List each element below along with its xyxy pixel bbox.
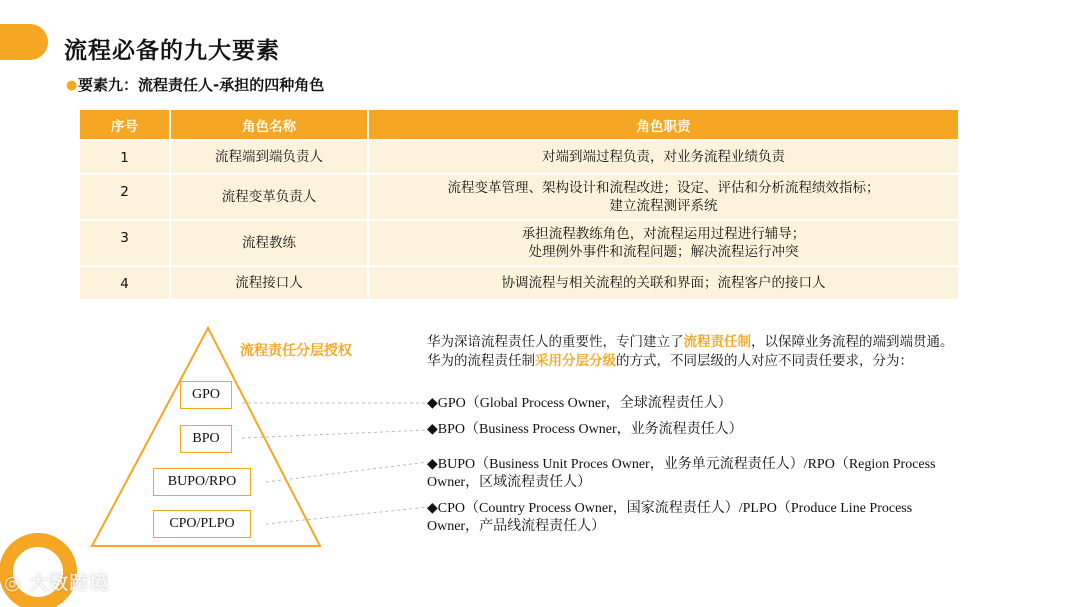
duty-line: 承担流程教练角色，对流程运用过程进行辅导； bbox=[521, 226, 806, 242]
row-role-name: 流程端到端负责人 bbox=[170, 140, 368, 174]
description-paragraph bbox=[427, 333, 957, 371]
row-role-name: 流程教练 bbox=[170, 220, 368, 266]
bullet-bpo: ◆BPO（Business Process Owner，业务流程责任人） bbox=[427, 422, 743, 437]
row-number: 3 bbox=[80, 220, 170, 266]
level-gpo: GPO bbox=[180, 381, 232, 409]
bullet-bupo-rpo: ◆BUPO（Business Unit Proces Owner，业务单元流程责任人）/RPO（Region Process Owner，区域流程责任人） bbox=[427, 457, 936, 490]
subtitle-text: 要素九：流程责任人-承担的四种角色 bbox=[78, 76, 325, 94]
header-number: 序号 bbox=[80, 110, 170, 140]
row-number: 2 bbox=[80, 174, 170, 220]
duty-line: 建立流程测评系统 bbox=[609, 198, 718, 214]
bullet-dot-icon: ● bbox=[66, 78, 78, 93]
level-bupo-rpo: BUPO/RPO bbox=[153, 468, 251, 496]
section-subtitle bbox=[66, 76, 366, 95]
duty-line: 协调流程与相关流程的关联和界面；流程客户的接口人 bbox=[501, 275, 826, 291]
duty-line: 对端到端过程负责，对业务流程业绩负责 bbox=[542, 149, 785, 165]
header-role-duty: 角色职责 bbox=[368, 110, 958, 140]
row-role-duty bbox=[368, 140, 958, 174]
row-role-name: 流程变革负责人 bbox=[170, 174, 368, 220]
level-bpo: BPO bbox=[180, 425, 232, 453]
table-header-row bbox=[80, 110, 958, 140]
watermark-logo bbox=[4, 568, 109, 595]
duty-line: 流程变革管理、架构设计和流程改进；设定、评估和分析流程绩效指标； bbox=[447, 180, 880, 196]
page-title: 流程必备的九大要素 bbox=[64, 38, 280, 64]
desc-highlight: 采用分层分级 bbox=[535, 353, 616, 369]
watermark-text: 大数跨境 bbox=[29, 572, 110, 594]
desc-text: 的方式，不同层级的人对应不同责任要求，分为： bbox=[616, 353, 913, 369]
bullet-cpo-plpo: ◆CPO（Country Process Owner，国家流程责任人）/PLPO（Produce Line Process Owner，产品线流程责任人） bbox=[427, 501, 913, 534]
table-row bbox=[80, 220, 958, 266]
connector-line-bpo bbox=[242, 430, 428, 438]
desc-text: 华为深谙流程责任人的重要性，专门建立了 bbox=[427, 334, 684, 350]
desc-text: ，以保障业务流程的端到端贯通。华为的流程责任制 bbox=[427, 334, 954, 369]
bullet-gpo: ◆GPO（Global Process Owner，全球流程责任人） bbox=[427, 396, 732, 411]
connector-line-bupo bbox=[266, 462, 428, 482]
connector-line-cpo bbox=[266, 507, 428, 524]
row-number: 1 bbox=[80, 140, 170, 174]
table-row bbox=[80, 266, 958, 299]
row-role-duty bbox=[368, 220, 958, 266]
title-accent-tab bbox=[0, 24, 48, 60]
pyramid-caption: 流程责任分层授权 bbox=[240, 343, 352, 359]
table-row bbox=[80, 140, 958, 174]
table-row bbox=[80, 174, 958, 220]
level-cpo-plpo: CPO/PLPO bbox=[153, 510, 251, 538]
role-table bbox=[80, 110, 958, 299]
desc-highlight: 流程责任制 bbox=[683, 334, 751, 350]
row-role-duty bbox=[368, 174, 958, 220]
row-role-duty bbox=[368, 266, 958, 299]
row-number: 4 bbox=[80, 266, 170, 299]
duty-line: 处理例外事件和流程问题；解决流程运行冲突 bbox=[528, 244, 799, 260]
logo-mark-icon: ◎ bbox=[4, 572, 30, 594]
row-role-name: 流程接口人 bbox=[170, 266, 368, 299]
header-role-name: 角色名称 bbox=[170, 110, 368, 140]
